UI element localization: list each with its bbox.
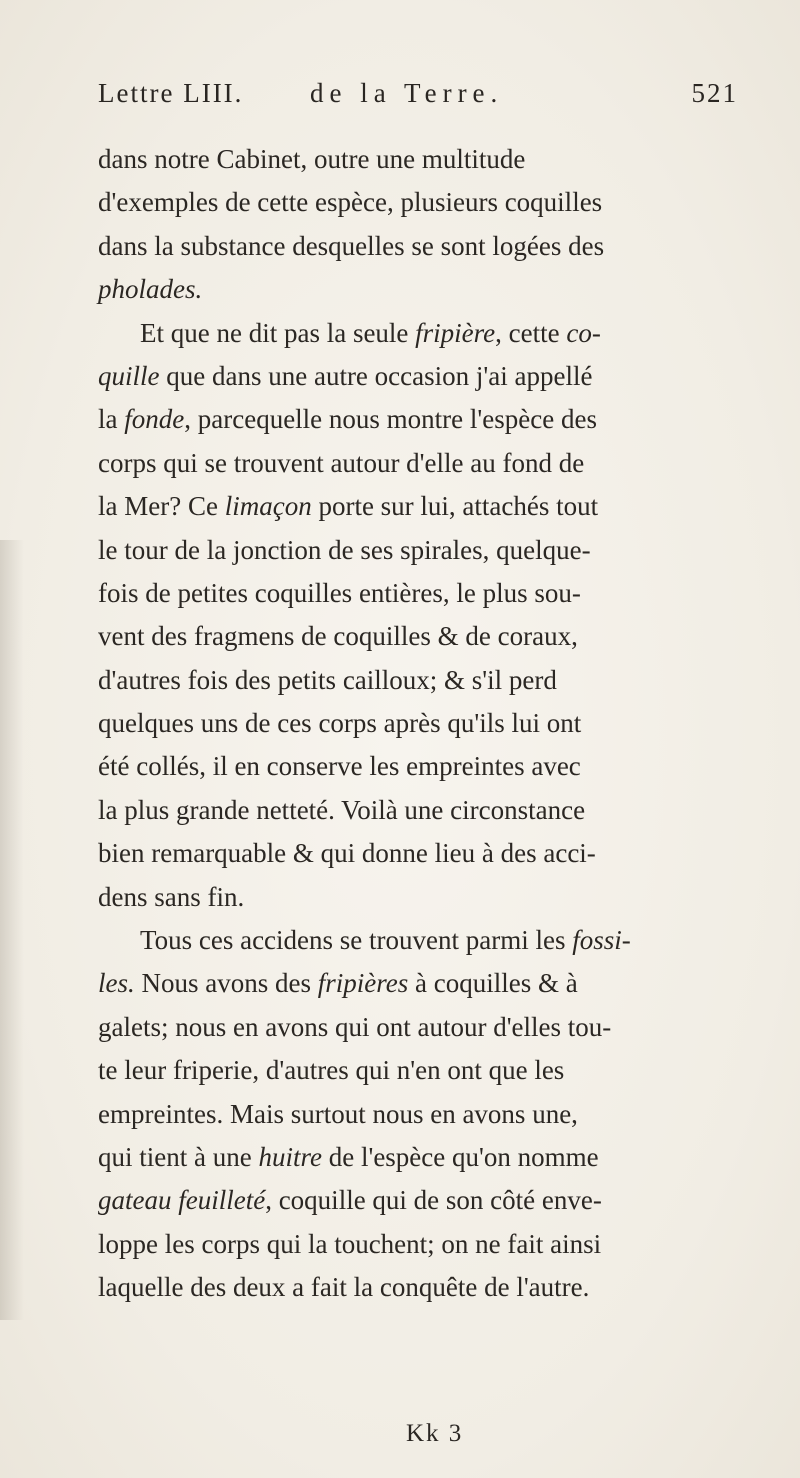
italic-term: fossi- [572, 925, 631, 956]
text-run: , parcequelle nous montre l'espèce des [184, 404, 597, 435]
italic-term: quille [98, 360, 160, 391]
text-line [98, 225, 738, 268]
running-header [98, 78, 738, 122]
italic-term: co- [566, 317, 601, 348]
text-line [98, 398, 738, 441]
text-line [98, 1223, 738, 1266]
text-line [98, 355, 738, 398]
text-line [98, 138, 738, 181]
page-number: 521 [691, 78, 738, 108]
text-line [98, 1266, 738, 1309]
text-run: Et que ne dit pas la seule [140, 317, 416, 348]
text-run: , coquille qui de son côté enve- [265, 1185, 602, 1216]
text-run: dens sans fin. [98, 881, 245, 912]
text-run: fois de petites coquilles entières, le plus sou- [98, 577, 581, 608]
text-line [98, 268, 738, 311]
text-line [98, 615, 738, 658]
text-line [98, 1136, 738, 1179]
text-run: la plus grande netteté. Voilà une circonstance [98, 794, 586, 825]
text-run: , cette [495, 317, 567, 348]
running-head-letter: Lettre LIII. [98, 78, 244, 108]
text-run: qui tient à une [98, 1141, 259, 1172]
text-line [98, 962, 738, 1005]
text-line [98, 1006, 738, 1049]
text-line [98, 659, 738, 702]
text-run: été collés, il en conserve les empreintes avec [98, 751, 581, 782]
text-line [98, 832, 738, 875]
text-run: que dans une autre occasion j'ai appellé [159, 360, 593, 391]
text-line [98, 919, 738, 962]
italic-term: huitre [258, 1141, 322, 1172]
italic-term: fonde [124, 404, 185, 435]
text-line [98, 312, 738, 355]
text-line [98, 876, 738, 919]
italic-term: fripière [415, 317, 496, 348]
text-run: vent des fragmens de coquilles & de coraux, [98, 621, 578, 652]
italic-term: les. [98, 968, 135, 999]
text-line [98, 1093, 738, 1136]
text-line [98, 789, 738, 832]
running-head-title: de la Terre. [310, 78, 504, 108]
text-run: à coquilles & à [408, 968, 578, 999]
text-line [98, 485, 738, 528]
text-run: dans notre Cabinet, outre une multitude [98, 144, 526, 174]
italic-term: limaçon [224, 491, 312, 522]
binding-shadow [0, 540, 24, 1320]
text-run: le tour de la jonction de ses spirales, quelque- [98, 534, 591, 565]
text-run: bien remarquable & qui donne lieu à des acci- [98, 838, 596, 869]
signature-mark: Kk 3 [406, 1420, 464, 1447]
text-line [98, 572, 738, 615]
text-line [98, 702, 738, 745]
text-line [98, 745, 738, 788]
text-run: de l'espèce qu'on nomme [321, 1141, 599, 1172]
text-line [98, 442, 738, 485]
text-run: quelques uns de ces corps après qu'ils lui ont [98, 708, 582, 739]
italic-term: pholades. [98, 274, 203, 305]
italic-term: fripières [317, 968, 409, 999]
text-run: la [98, 404, 125, 435]
text-run: corps qui se trouvent autour d'elle au fond de [98, 447, 585, 478]
italic-term: gateau feuilleté [98, 1185, 266, 1216]
text-run: laquelle des deux a fait la conquête de l'autre. [98, 1272, 590, 1303]
text-run: Tous ces accidens se trouvent parmi les [140, 925, 573, 956]
text-run: galets; nous en avons qui ont autour d'elles tou- [98, 1011, 612, 1042]
text-run: la Mer? Ce [98, 491, 225, 522]
text-run: porte sur lui, attachés tout [311, 491, 599, 522]
text-run: loppe les corps qui la touchent; on ne fait ainsi [98, 1228, 602, 1259]
text-run: te leur friperie, d'autres qui n'en ont que les [98, 1055, 565, 1086]
text-line [98, 1049, 738, 1092]
body-text [98, 138, 738, 1310]
text-run: dans la substance desquelles se sont logées des [98, 230, 605, 261]
text-line [98, 529, 738, 572]
text-line [98, 181, 738, 224]
text-run: Nous avons des [134, 968, 318, 999]
text-run: d'exemples de cette espèce, plusieurs coquilles [98, 187, 603, 218]
text-run: d'autres fois des petits cailloux; & s'il perd [98, 664, 557, 695]
text-line [98, 1179, 738, 1222]
text-run: empreintes. Mais surtout nous en avons une, [98, 1098, 578, 1129]
